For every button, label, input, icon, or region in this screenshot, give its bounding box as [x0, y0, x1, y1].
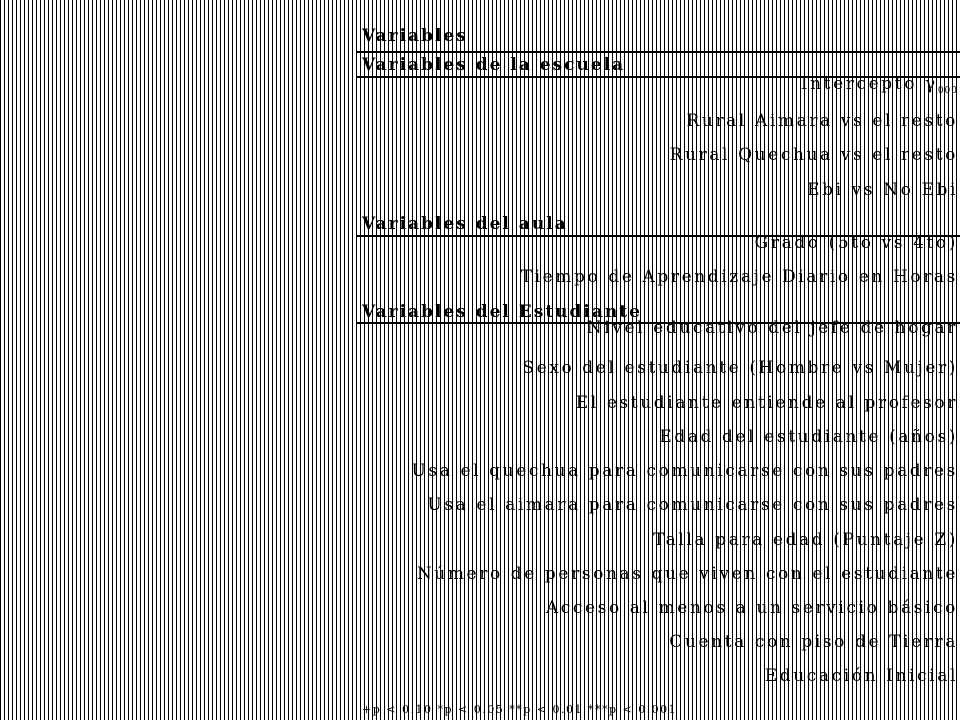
row-head-education: Nivel educativo del jefe de hogar: [586, 318, 958, 338]
row-household-size: Número de personas que viven con el estudiante: [416, 564, 958, 584]
row-intercept: [801, 74, 958, 96]
row-ebi: Ebi vs No Ebi: [807, 180, 958, 200]
row-basic-service: Acceso al menos a un servicio básico: [545, 598, 958, 618]
row-initial-education: Educación Inicial: [764, 666, 958, 686]
section-school-variables: Variables de la escuela: [362, 55, 626, 75]
significance-footnote: +p < 0.10 *p < 0.05 **p < 0.01 ***p < 0.001: [362, 703, 678, 716]
variables-column-header: Variables: [362, 26, 468, 46]
row-uses-aimara: Usa el aimara para comunicarse con sus padres: [427, 495, 958, 515]
gamma-symbol: γ: [925, 74, 938, 94]
row-student-sex: Sexo del estudiante (Hombre vs Mujer): [522, 358, 958, 378]
row-uses-quechua: Usa el quechua para comunicarse con sus padres: [411, 461, 958, 481]
row-learning-time: Tiempo de Aprendizaje Diario en Horas: [520, 267, 958, 287]
row-height-for-age: Talla para edad (Puntaje Z): [653, 530, 958, 550]
row-grade: Grado (5to vs 4to): [754, 233, 958, 253]
row-student-age: Edad del estudiante (años): [659, 427, 958, 447]
header-rule: [356, 51, 960, 53]
section-classroom-variables: Variables del aula: [362, 214, 568, 234]
section-student-variables: Variables del Estudiante: [362, 302, 642, 322]
row-dirt-floor: Cuenta con piso de Tierra: [669, 632, 958, 652]
row-label: Intercepto: [800, 74, 918, 94]
row-understands-teacher: El estudiante entiende al profesor: [575, 393, 958, 413]
row-rural-aimara: Rural Aimara vs el resto: [686, 111, 958, 131]
gamma-subscript: 000: [937, 86, 958, 96]
row-rural-quechua: Rural Quechua vs el resto: [669, 145, 958, 165]
